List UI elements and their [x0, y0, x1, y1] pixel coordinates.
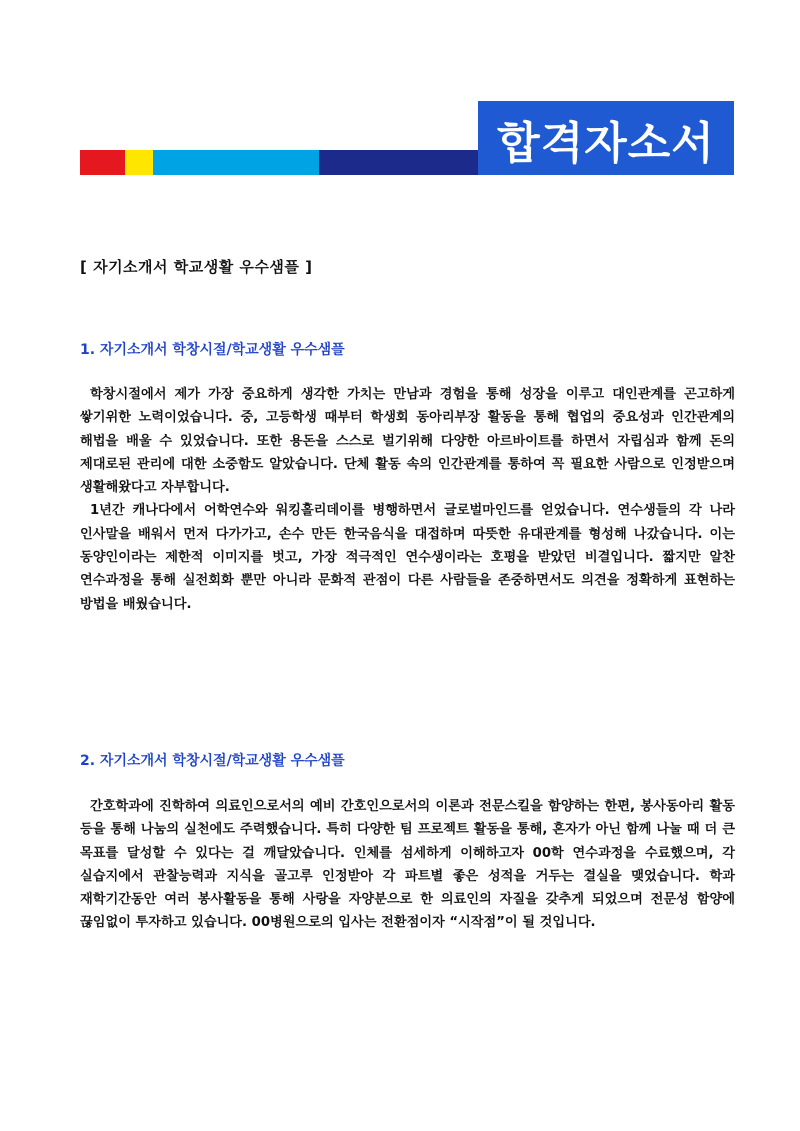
header-color-band: [80, 150, 479, 175]
section-1-paragraph-2: 1년간 캐나다에서 어학연수와 워킹홀리데이를 병행하면서 글로벌마인드를 얻었습니다. 연수생들의 각 나라 인사말을 배워서 먼저 다가가고, 손수 만든 한국음식을 대접하며 따뜻한 유대관계를 형성해 나갔습니다. 이는 동양인이라는 제한적 이미지를 벗고, 가장 적극적인 연수생이라는 호평을 받았던 비결입니다. 짧지만 알찬 연수과정을 통해 실전회화 뿐만 아니라 문화적 관점이 다른 사람들을 존중하면서도 의견을 정확하게 표현하는 방법을 배웠습니다.: [80, 503, 735, 612]
band-red-segment: [80, 150, 125, 175]
section-1-heading: 1. 자기소개서 학창시절/학교생활 우수샘플: [80, 342, 345, 358]
section-1-body: [80, 383, 735, 616]
section-2-paragraph-1: 간호학과에 진학하여 의료인으로서의 예비 간호인으로서의 이론과 전문스킬을 함양하는 한편, 봉사동아리 활동 등을 통해 나눔의 실천에도 주력했습니다. 특히 다양한 팀 프로젝트 활동을 통해, 혼자가 아닌 함께 나눌 때 더 큰 목표를 달성할 수 있다는 걸 깨달았습니다. 인체를 섬세하게 이해하고자 00학 연수과정을 수료했으며, 각 실습지에서 관찰능력과 지식을 골고루 인정받아 각 파트별 좋은 성적을 거두는 결실을 맺었습니다. 학과 재학기간동안 여러 봉사활동을 통해 사랑을 자양분으로 한 의료인의 자질을 갖추게 되었으며 전문성 함양에 끊임없이 투자하고 있습니다. 00병원으로의 입사는 전환점이자 “시작점”이 될 것입니다.: [80, 799, 735, 931]
section-1-paragraph-1: 학창시절에서 제가 가장 중요하게 생각한 가치는 만남과 경험을 통해 성장을 이루고 대인관계를 곤고하게 쌓기위한 노력이었습니다. 중, 고등학생 때부터 학생회 동아리부장 활동을 통해 협업의 중요성과 인간관계의 해법을 배울 수 있었습니다. 또한 용돈을 스스로 벌기위해 다양한 아르바이트를 하면서 자립심과 함께 돈의 제대로된 관리에 대한 소중함도 알았습니다. 단체 활동 속의 인간관계를 통하여 꼭 필요한 사람으로 인정받으며 생활해왔다고 자부합니다.: [80, 387, 735, 496]
section-2-heading: 2. 자기소개서 학창시절/학교생활 우수샘플: [80, 753, 345, 769]
band-yellow-segment: [125, 150, 153, 175]
section-2-body: [80, 795, 735, 935]
band-navy-segment: [319, 150, 479, 175]
brand-title: 합격자소서: [478, 101, 734, 175]
document-title: [ 자기소개서 학교생활 우수샘플 ]: [80, 258, 313, 276]
band-cyan-segment: [153, 150, 319, 175]
